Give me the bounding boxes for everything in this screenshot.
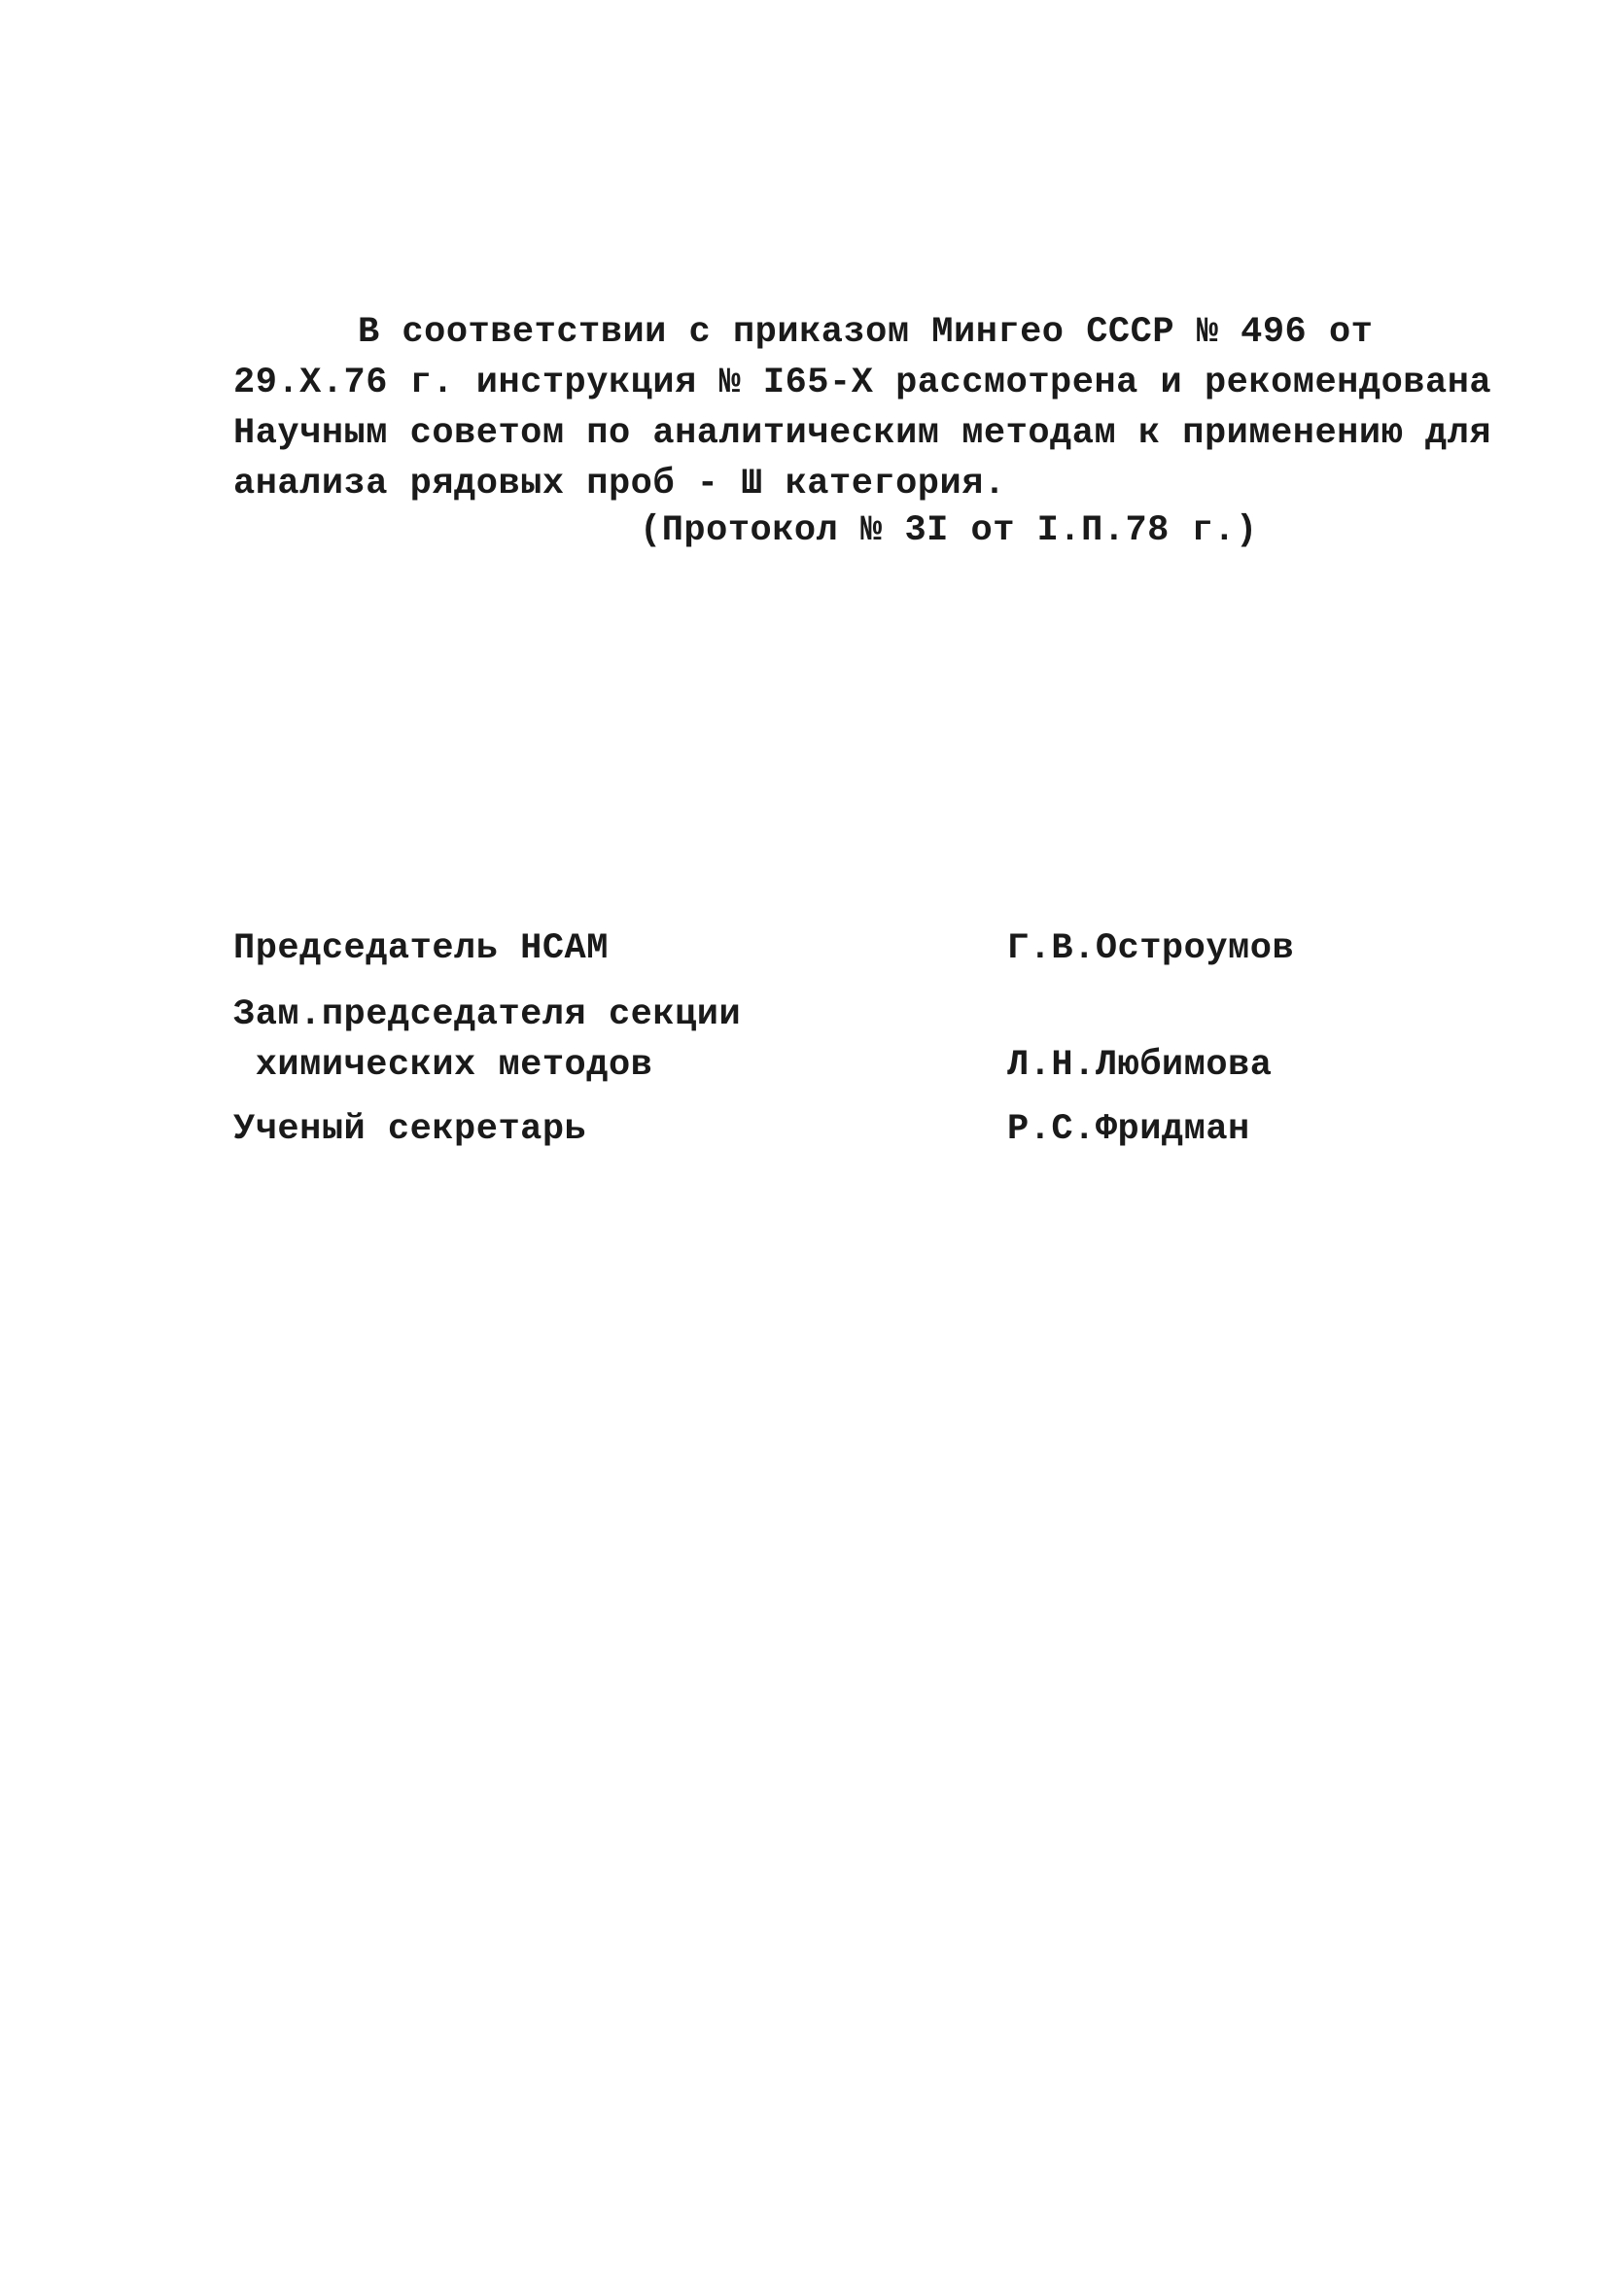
signature-title-chairman: Председатель НСАМ bbox=[233, 928, 609, 969]
signature-title-deputy-line-2: химических методов bbox=[233, 1045, 653, 1086]
paragraph-line-4: анализа рядовых проб - Ш категория. bbox=[233, 464, 1006, 504]
signature-name-secretary: Р.С.Фридман bbox=[1007, 1109, 1250, 1150]
paragraph-line-3: Научным советом по аналитическим методам к применению для bbox=[233, 413, 1492, 454]
protocol-reference: (Протокол № 3I от I.П.78 г.) bbox=[640, 510, 1258, 551]
signature-title-secretary: Ученый секретарь bbox=[233, 1109, 587, 1150]
paragraph-line-2: 29.X.76 г. инструкция № I65-X рассмотрена и рекомендована bbox=[233, 363, 1492, 403]
signature-name-chairman: Г.В.Остроумов bbox=[1007, 928, 1295, 969]
paragraph-line-1: В соответствии с приказом Мингео СССР № 496 от bbox=[358, 312, 1374, 353]
signature-title-deputy-line-1: Зам.председателя секции bbox=[233, 994, 742, 1035]
signature-name-deputy: Л.Н.Любимова bbox=[1007, 1045, 1273, 1086]
